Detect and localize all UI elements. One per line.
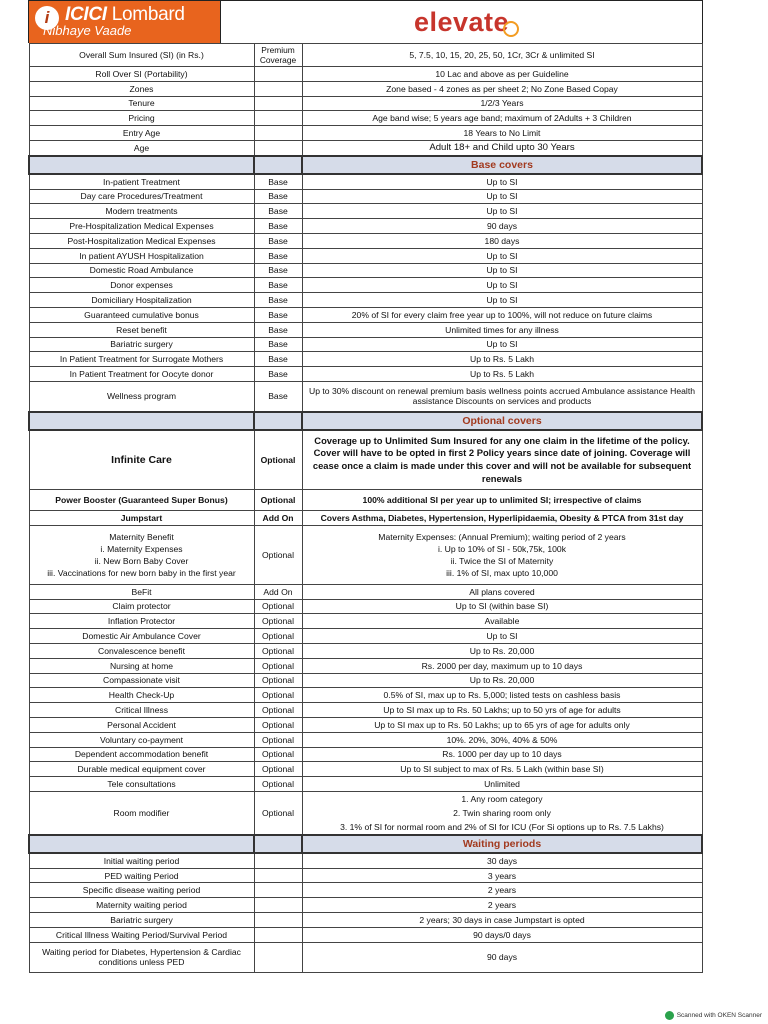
table-row <box>29 307 702 322</box>
feature-cell: Initial waiting period <box>29 853 254 868</box>
detail-cell: 18 Years to No Limit <box>302 126 702 141</box>
scanner-text: Scanned with OKEN Scanner <box>676 1012 762 1019</box>
feature-cell: Maternity waiting period <box>29 898 254 913</box>
table-row <box>29 913 702 928</box>
cover-type-cell: Optional <box>254 658 302 673</box>
detail-cell: 30 days <box>302 853 702 868</box>
feature-cell: Domestic Road Ambulance <box>29 263 254 278</box>
feature-cell: Voluntary co-payment <box>29 732 254 747</box>
benefits-sheet <box>28 0 703 973</box>
section-spacer <box>254 156 302 174</box>
section-header <box>29 835 702 853</box>
room-option-line: 1. Any room category <box>461 793 543 804</box>
detail-cell: Age band wise; 5 years age band; maximum of 2Adults + 3 Children <box>302 111 702 126</box>
detail-cell: 90 days/0 days <box>302 927 702 942</box>
feature-cell: Critical Illness Waiting Period/Survival Period <box>29 927 254 942</box>
cover-type-cell: Optional <box>254 643 302 658</box>
table-row <box>29 81 702 96</box>
room-option-line: 2. Twin sharing room only <box>453 807 551 818</box>
cover-type-cell: Base <box>254 233 302 248</box>
feature-cell: Modern treatments <box>29 204 254 219</box>
detail-cell: Up to SI <box>302 174 702 189</box>
cover-type-cell <box>254 853 302 868</box>
feature-cell: Entry Age <box>29 126 254 141</box>
table-row <box>29 367 702 382</box>
detail-cell: 10%. 20%, 30%, 40% & 50% <box>302 732 702 747</box>
table-row <box>29 703 702 718</box>
table-row <box>29 791 702 835</box>
cover-type-cell: Base <box>254 278 302 293</box>
detail-cell: Adult 18+ and Child upto 30 Years <box>302 140 702 155</box>
brand-name-2: Lombard <box>111 4 185 25</box>
feature-cell: Bariatric surgery <box>29 913 254 928</box>
table-row <box>29 248 702 263</box>
cover-type-cell: Optional <box>254 430 302 490</box>
cover-type-cell <box>254 927 302 942</box>
feature-cell: Claim protector <box>29 599 254 614</box>
cover-type-cell: Base <box>254 381 302 412</box>
table-row <box>29 381 702 412</box>
detail-cell: Available <box>302 614 702 629</box>
detail-cell: Up to SI subject to max of Rs. 5 Lakh (within base SI) <box>302 762 702 777</box>
feature-cell: Durable medical equipment cover <box>29 762 254 777</box>
feature-cell: Bariatric surgery <box>29 337 254 352</box>
table-row <box>29 688 702 703</box>
feature-cell: In Patient Treatment for Surrogate Mothers <box>29 352 254 367</box>
table-row <box>29 140 702 155</box>
table-row <box>29 898 702 913</box>
detail-cell: Up to SI <box>302 278 702 293</box>
feature-cell: Zones <box>29 81 254 96</box>
detail-cell: 180 days <box>302 233 702 248</box>
detail-cell: 2 years <box>302 883 702 898</box>
table-row <box>29 510 702 525</box>
table-row <box>29 942 702 972</box>
table-row <box>29 673 702 688</box>
feature-cell: Convalescence benefit <box>29 643 254 658</box>
table-row <box>29 430 702 490</box>
table-row <box>29 643 702 658</box>
detail-cell: Up to SI <box>302 263 702 278</box>
table-row <box>29 883 702 898</box>
section-spacer <box>254 835 302 853</box>
detail-cell: Up to Rs. 20,000 <box>302 643 702 658</box>
detail-cell: Rs. 1000 per day up to 10 days <box>302 747 702 762</box>
cover-type-cell <box>254 868 302 883</box>
detail-cell: Up to Rs. 5 Lakh <box>302 367 702 382</box>
feature-cell: Donor expenses <box>29 278 254 293</box>
cover-type-cell: Base <box>254 307 302 322</box>
detail-cell: Up to SI <box>302 629 702 644</box>
table-row <box>29 584 702 599</box>
table-row <box>29 278 702 293</box>
detail-cell: Zone based - 4 zones as per sheet 2; No Zone Based Copay <box>302 81 702 96</box>
table-row <box>29 614 702 629</box>
icici-lombard-logo <box>29 1 221 43</box>
cover-type-cell: Optional <box>254 717 302 732</box>
feature-cell: Post-Hospitalization Medical Expenses <box>29 233 254 248</box>
feature-cell: Critical Illness <box>29 703 254 718</box>
section-header <box>29 412 702 430</box>
feature-cell: Compassionate visit <box>29 673 254 688</box>
cover-type-cell: Premium Coverage <box>254 44 302 67</box>
feature-cell: Overall Sum Insured (SI) (in Rs.) <box>29 44 254 67</box>
cover-type-cell: Base <box>254 367 302 382</box>
feature-cell: Guaranteed cumulative bonus <box>29 307 254 322</box>
detail-cell: 5, 7.5, 10, 15, 20, 25, 50, 1Cr, 3Cr & unlimited SI <box>302 44 702 67</box>
benefits-table <box>28 43 703 973</box>
detail-cell: 2 years <box>302 898 702 913</box>
cover-type-cell <box>254 81 302 96</box>
table-row <box>29 777 702 792</box>
feature-cell: PED waiting Period <box>29 868 254 883</box>
cover-type-cell <box>254 67 302 82</box>
feature-cell: Room modifier <box>29 791 254 835</box>
maternity-feature-line: ii. New Born Baby Cover <box>94 555 189 566</box>
cover-type-cell <box>254 126 302 141</box>
table-row <box>29 525 702 584</box>
section-spacer <box>29 156 254 174</box>
table-row <box>29 189 702 204</box>
cover-type-cell <box>254 111 302 126</box>
detail-cell: Unlimited times for any illness <box>302 322 702 337</box>
cover-type-cell <box>254 96 302 111</box>
cover-type-cell: Optional <box>254 673 302 688</box>
feature-cell: In Patient Treatment for Oocyte donor <box>29 367 254 382</box>
detail-cell: Up to 30% discount on renewal premium basis wellness points accrued Ambulance assistance Health assistance Discounts on services and products <box>302 381 702 412</box>
maternity-detail-line: ii. Twice the SI of Maternity <box>450 555 554 566</box>
feature-cell: Reset benefit <box>29 322 254 337</box>
table-row <box>29 233 702 248</box>
feature-cell: Tenure <box>29 96 254 111</box>
detail-cell: 100% additional SI per year up to unlimited SI; irrespective of claims <box>302 489 702 510</box>
cover-type-cell: Base <box>254 293 302 308</box>
cover-type-cell: Base <box>254 263 302 278</box>
table-row <box>29 174 702 189</box>
maternity-feature-line: i. Maternity Expenses <box>100 543 183 554</box>
table-row <box>29 717 702 732</box>
detail-cell <box>302 525 702 584</box>
cover-type-cell <box>254 140 302 155</box>
maternity-detail-line: i. Up to 10% of SI - 50k,75k, 100k <box>437 543 567 554</box>
detail-cell: Up to SI max up to Rs. 50 Lakhs; up to 65 yrs of age for adults only <box>302 717 702 732</box>
brand-name: ICICI <box>65 4 107 25</box>
cover-type-cell <box>254 898 302 913</box>
table-row <box>29 352 702 367</box>
section-title: Waiting periods <box>302 835 702 853</box>
feature-cell: Inflation Protector <box>29 614 254 629</box>
cover-type-cell <box>254 942 302 972</box>
cover-type-cell: Optional <box>254 688 302 703</box>
maternity-detail-line: Maternity Expenses: (Annual Premium); waiting period of 2 years <box>378 531 626 542</box>
detail-cell <box>302 791 702 835</box>
feature-cell: Wellness program <box>29 381 254 412</box>
cover-type-cell: Base <box>254 174 302 189</box>
table-row <box>29 927 702 942</box>
detail-cell: 20% of SI for every claim free year up to 100%, will not reduce on future claims <box>302 307 702 322</box>
feature-cell: Tele consultations <box>29 777 254 792</box>
cover-type-cell: Optional <box>254 703 302 718</box>
table-row <box>29 44 702 67</box>
product-logo <box>221 1 702 43</box>
cover-type-cell: Optional <box>254 525 302 584</box>
detail-cell: Up to SI <box>302 293 702 308</box>
table-row <box>29 868 702 883</box>
cover-type-cell: Optional <box>254 791 302 835</box>
cover-type-cell: Base <box>254 322 302 337</box>
feature-cell: Day care Procedures/Treatment <box>29 189 254 204</box>
section-spacer <box>29 412 254 430</box>
cover-type-cell: Optional <box>254 747 302 762</box>
detail-cell: Up to SI <box>302 204 702 219</box>
cover-type-cell: Optional <box>254 777 302 792</box>
table-row <box>29 126 702 141</box>
table-row <box>29 67 702 82</box>
maternity-detail-line: iii. 1% of SI, max upto 10,000 <box>446 567 558 578</box>
detail-cell: Rs. 2000 per day, maximum up to 10 days <box>302 658 702 673</box>
section-title: Optional covers <box>302 412 702 430</box>
cover-type-cell: Optional <box>254 762 302 777</box>
cover-type-cell: Optional <box>254 489 302 510</box>
section-title: Base covers <box>302 156 702 174</box>
detail-cell: 90 days <box>302 219 702 234</box>
scanner-logo-icon <box>665 1011 674 1020</box>
detail-cell: Up to SI max up to Rs. 50 Lakhs; up to 50 yrs of age for adults <box>302 703 702 718</box>
feature-cell: Infinite Care <box>29 430 254 490</box>
table-row <box>29 96 702 111</box>
maternity-feature-line: Maternity Benefit <box>109 531 174 542</box>
cover-type-cell <box>254 913 302 928</box>
feature-cell: BeFit <box>29 584 254 599</box>
cover-type-cell: Optional <box>254 599 302 614</box>
cover-type-cell: Base <box>254 352 302 367</box>
feature-cell: Domiciliary Hospitalization <box>29 293 254 308</box>
feature-cell: Age <box>29 140 254 155</box>
detail-cell: Up to SI <box>302 337 702 352</box>
feature-cell: Waiting period for Diabetes, Hypertension & Cardiac conditions unless PED <box>29 942 254 972</box>
feature-cell: Health Check-Up <box>29 688 254 703</box>
table-row <box>29 293 702 308</box>
table-row <box>29 263 702 278</box>
detail-cell: Up to Rs. 20,000 <box>302 673 702 688</box>
feature-cell: Pricing <box>29 111 254 126</box>
detail-cell: All plans covered <box>302 584 702 599</box>
maternity-feature-line: iii. Vaccinations for new born baby in the first year <box>47 567 236 578</box>
feature-cell: In patient AYUSH Hospitalization <box>29 248 254 263</box>
detail-cell: Up to SI <box>302 248 702 263</box>
detail-cell: Covers Asthma, Diabetes, Hypertension, Hyperlipidaemia, Obesity & PTCA from 31st day <box>302 510 702 525</box>
section-spacer <box>254 412 302 430</box>
feature-cell: Domestic Air Ambulance Cover <box>29 629 254 644</box>
room-option-line: 3. 1% of SI for normal room and 2% of SI for ICU (For Si options up to Rs. 7.5 Lakhs) <box>340 821 664 832</box>
feature-cell: Personal Accident <box>29 717 254 732</box>
table-row <box>29 747 702 762</box>
table-row <box>29 337 702 352</box>
cover-type-cell: Base <box>254 189 302 204</box>
feature-cell: Specific disease waiting period <box>29 883 254 898</box>
table-row <box>29 629 702 644</box>
table-row <box>29 658 702 673</box>
section-spacer <box>29 835 254 853</box>
table-row <box>29 489 702 510</box>
section-header <box>29 156 702 174</box>
detail-cell: 0.5% of SI, max up to Rs. 5,000; listed tests on cashless basis <box>302 688 702 703</box>
logo-mark-icon: i <box>35 6 59 30</box>
detail-cell: Coverage up to Unlimited Sum Insured for any one claim in the lifetime of the policy. Cover will have to be opted in first 2 Policy years since date of joining. Coverage will cease once a claim is made under this cover and will not be available for subsequent renewals <box>302 430 702 490</box>
feature-cell: Dependent accommodation benefit <box>29 747 254 762</box>
cover-type-cell: Optional <box>254 732 302 747</box>
detail-cell: 2 years; 30 days in case Jumpstart is opted <box>302 913 702 928</box>
feature-cell <box>29 525 254 584</box>
detail-cell: 1/2/3 Years <box>302 96 702 111</box>
table-row <box>29 853 702 868</box>
feature-cell: In-patient Treatment <box>29 174 254 189</box>
detail-cell: 3 years <box>302 868 702 883</box>
feature-cell: Pre-Hospitalization Medical Expenses <box>29 219 254 234</box>
table-row <box>29 732 702 747</box>
cover-type-cell: Base <box>254 204 302 219</box>
table-row <box>29 204 702 219</box>
table-row <box>29 111 702 126</box>
scanner-watermark <box>665 1011 762 1020</box>
product-name: elevate <box>413 6 510 37</box>
detail-cell: 10 Lac and above as per Guideline <box>302 67 702 82</box>
table-row <box>29 322 702 337</box>
feature-cell: Nursing at home <box>29 658 254 673</box>
cover-type-cell: Add On <box>254 584 302 599</box>
cover-type-cell <box>254 883 302 898</box>
feature-cell: Power Booster (Guaranteed Super Bonus) <box>29 489 254 510</box>
detail-cell: Up to SI (within base SI) <box>302 599 702 614</box>
cover-type-cell: Optional <box>254 629 302 644</box>
feature-cell: Jumpstart <box>29 510 254 525</box>
detail-cell: Unlimited <box>302 777 702 792</box>
detail-cell: Up to SI <box>302 189 702 204</box>
header <box>28 0 703 43</box>
brand-tagline: Nibhaye Vaade <box>43 23 132 38</box>
cover-type-cell: Base <box>254 248 302 263</box>
cover-type-cell: Optional <box>254 614 302 629</box>
table-row <box>29 762 702 777</box>
cover-type-cell: Base <box>254 337 302 352</box>
detail-cell: 90 days <box>302 942 702 972</box>
table-row <box>29 219 702 234</box>
detail-cell: Up to Rs. 5 Lakh <box>302 352 702 367</box>
feature-cell: Roll Over SI (Portability) <box>29 67 254 82</box>
cover-type-cell: Base <box>254 219 302 234</box>
table-row <box>29 599 702 614</box>
cover-type-cell: Add On <box>254 510 302 525</box>
